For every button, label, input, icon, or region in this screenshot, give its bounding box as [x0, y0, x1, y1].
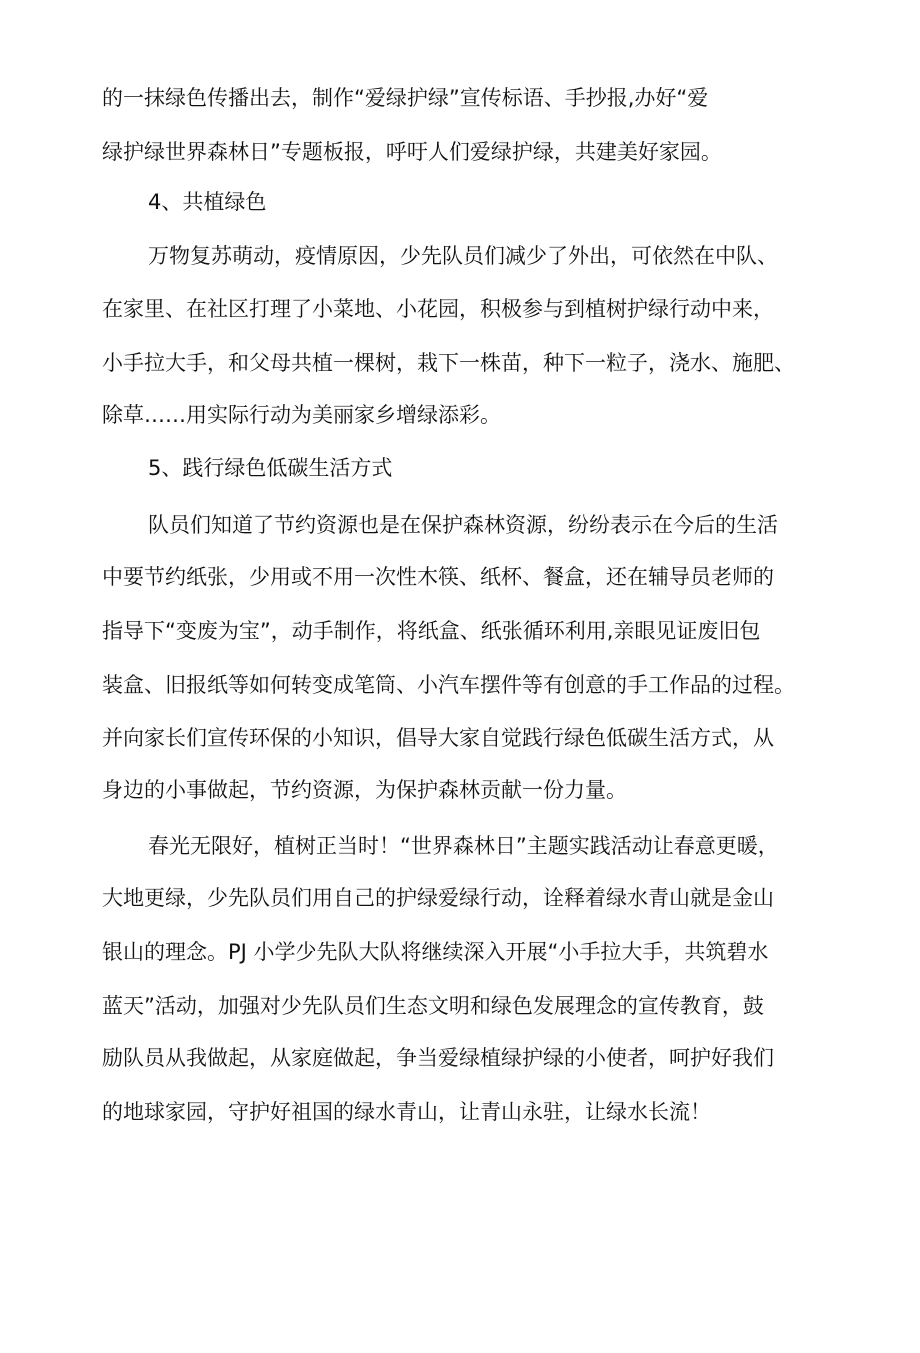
- text-line: 的一抹绿色传播出去，制作“爱绿护绿”宣传标语、手抄报,办好“爱: [102, 86, 709, 110]
- text-line: 银山的理念。PJ 小学少先队大队将继续深入开展“小手拉大手，共筑碧水: [102, 940, 769, 964]
- text-line: 的地球家园，守护好祖国的绿水青山，让青山永驻，让绿水长流！: [102, 1100, 711, 1124]
- text-line: 大地更绿，少先队员们用自己的护绿爱绿行动，诠释着绿水青山就是金山: [102, 886, 774, 910]
- section-heading-5: 5、践行绿色低碳生活方式: [148, 456, 393, 480]
- text-line: 身边的小事做起，节约资源，为保护森林贡献一份力量。: [102, 778, 627, 802]
- text-line: 在家里、在社区打理了小菜地、小花园，积极参与到植树护绿行动中来，: [102, 297, 774, 321]
- text-line: 小手拉大手，和父母共植一棵树，栽下一株苗，种下一粒子，浇水、施肥、: [102, 351, 795, 375]
- text-line: 蓝天”活动，加强对少先队员们生态文明和绿色发展理念的宣传教育，鼓: [102, 994, 764, 1018]
- text-line: 万物复苏萌动，疫情原因，少先队员们减少了外出，可依然在中队、: [148, 244, 778, 268]
- text-line: 队员们知道了节约资源也是在保护森林资源，纷纷表示在今后的生活: [148, 513, 778, 537]
- section-heading-4: 4、共植绿色: [148, 190, 267, 214]
- text-line: 装盒、旧报纸等如何转变成笔筒、小汽车摆件等有创意的手工作品的过程。: [102, 673, 795, 697]
- text-line: 励队员从我做起，从家庭做起，争当爱绿植绿护绿的小使者，呵护好我们: [102, 1046, 774, 1070]
- text-line: 除草……用实际行动为美丽家乡增绿添彩。: [102, 403, 501, 427]
- text-line: 绿护绿世界森林日”专题板报，呼吁人们爱绿护绿，共建美好家园。: [102, 140, 722, 164]
- text-line: 春光无限好，植树正当时！“世界森林日”主题实践活动让春意更暖，: [148, 834, 779, 858]
- text-line: 指导下“变废为宝”，动手制作，将纸盒、纸张循环利用,亲眼见证废旧包: [102, 619, 761, 643]
- text-line: 中要节约纸张，少用或不用一次性木筷、纸杯、餐盒，还在辅导员老师的: [102, 565, 774, 589]
- text-line: 并向家长们宣传环保的小知识，倡导大家自觉践行绿色低碳生活方式，从: [102, 726, 774, 750]
